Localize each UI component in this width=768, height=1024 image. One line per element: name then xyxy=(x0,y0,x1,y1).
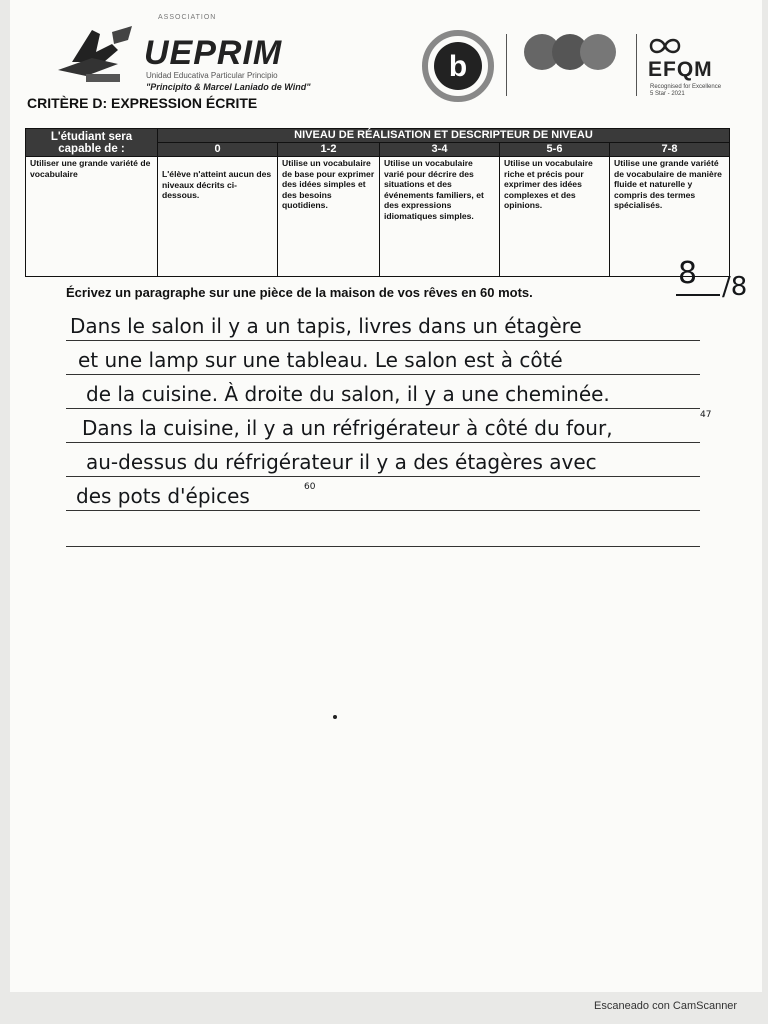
handwritten-line: au-dessus du réfrigérateur il y a des étagères avec xyxy=(86,450,597,474)
descriptor-cell: Utilise un vocabulaire riche et précis pour exprimer des idées complexes et des opinions. xyxy=(500,157,610,277)
school-subtitle: Unidad Educativa Particular Principio xyxy=(146,71,278,80)
efqm-infinity-icon xyxy=(648,36,682,56)
score-value: 8 xyxy=(678,256,698,291)
school-name: UEPRIM xyxy=(144,34,283,72)
answer-line-rule xyxy=(66,442,700,443)
answer-line-rule xyxy=(66,340,700,341)
answer-line-rule xyxy=(66,546,700,547)
answer-line-rule xyxy=(66,510,700,511)
band-header: 3-4 xyxy=(380,143,500,157)
descriptor-cell: Utilise un vocabulaire varié pour décrire des situations et des événements familiers, et des expressions idiomatiques simples. xyxy=(380,157,500,277)
ib-world-school-logo xyxy=(422,30,494,102)
school-header xyxy=(50,14,750,104)
band-header: 5-6 xyxy=(500,143,610,157)
rubric-header-student: L'étudiant sera capable de : xyxy=(26,129,158,157)
rubric-table xyxy=(25,128,730,277)
certification-logo xyxy=(518,28,624,100)
logo-separator xyxy=(506,34,507,96)
handwritten-line: et une lamp sur une tableau. Le salon est à côté xyxy=(78,348,563,372)
word-count-mark: 60 xyxy=(304,482,316,492)
answer-line-rule xyxy=(66,408,700,409)
objective-cell: Utiliser une grande variété de vocabulaire xyxy=(26,157,158,277)
score-underline xyxy=(676,294,720,296)
handwritten-line: de la cuisine. À droite du salon, il y a une cheminée. xyxy=(86,382,610,406)
band-header: 1-2 xyxy=(278,143,380,157)
descriptor-cell: L'élève n'atteint aucun des niveaux décrits ci-dessous. xyxy=(158,157,278,277)
handwritten-line: Dans la cuisine, il y a un réfrigérateur à côté du four, xyxy=(82,416,613,440)
efqm-label: EFQM xyxy=(648,58,713,81)
handwritten-line: des pots d'épices xyxy=(76,484,250,508)
word-count-mark: 47 xyxy=(700,410,712,420)
answer-line-rule xyxy=(66,476,700,477)
ink-dot xyxy=(333,715,337,719)
criterion-title: CRITÈRE D: EXPRESSION ÉCRITE xyxy=(27,95,258,111)
svg-text:b: b xyxy=(448,50,468,83)
descriptor-cell: Utilise un vocabulaire de base pour exprimer des idées simples et des besoins quotidiens. xyxy=(278,157,380,277)
writing-prompt: Écrivez un paragraphe sur une pièce de la maison de vos rêves en 60 mots. xyxy=(66,285,533,300)
score-max: /8 xyxy=(722,272,748,302)
scanner-watermark: Escaneado con CamScanner xyxy=(594,1000,738,1012)
band-header: 7-8 xyxy=(610,143,730,157)
handwritten-line: Dans le salon il y a un tapis, livres dans un étagère xyxy=(70,314,582,338)
school-crest-logo xyxy=(52,22,138,84)
rubric-header-level: NIVEAU DE RÉALISATION ET DESCRIPTEUR DE NIVEAU xyxy=(158,129,730,143)
association-label: ASSOCIATION xyxy=(158,14,217,21)
band-header: 0 xyxy=(158,143,278,157)
efqm-subtitle: Recognised for Excellence 5 Star - 2021 xyxy=(650,84,722,97)
answer-line-rule xyxy=(66,374,700,375)
logo-separator xyxy=(636,34,637,96)
school-motto: "Principito & Marcel Laniado de Wind" xyxy=(146,82,311,92)
descriptor-cell: Utilise une grande variété de vocabulaire de manière fluide et naturelle y compris des termes spécialisés. xyxy=(610,157,730,277)
